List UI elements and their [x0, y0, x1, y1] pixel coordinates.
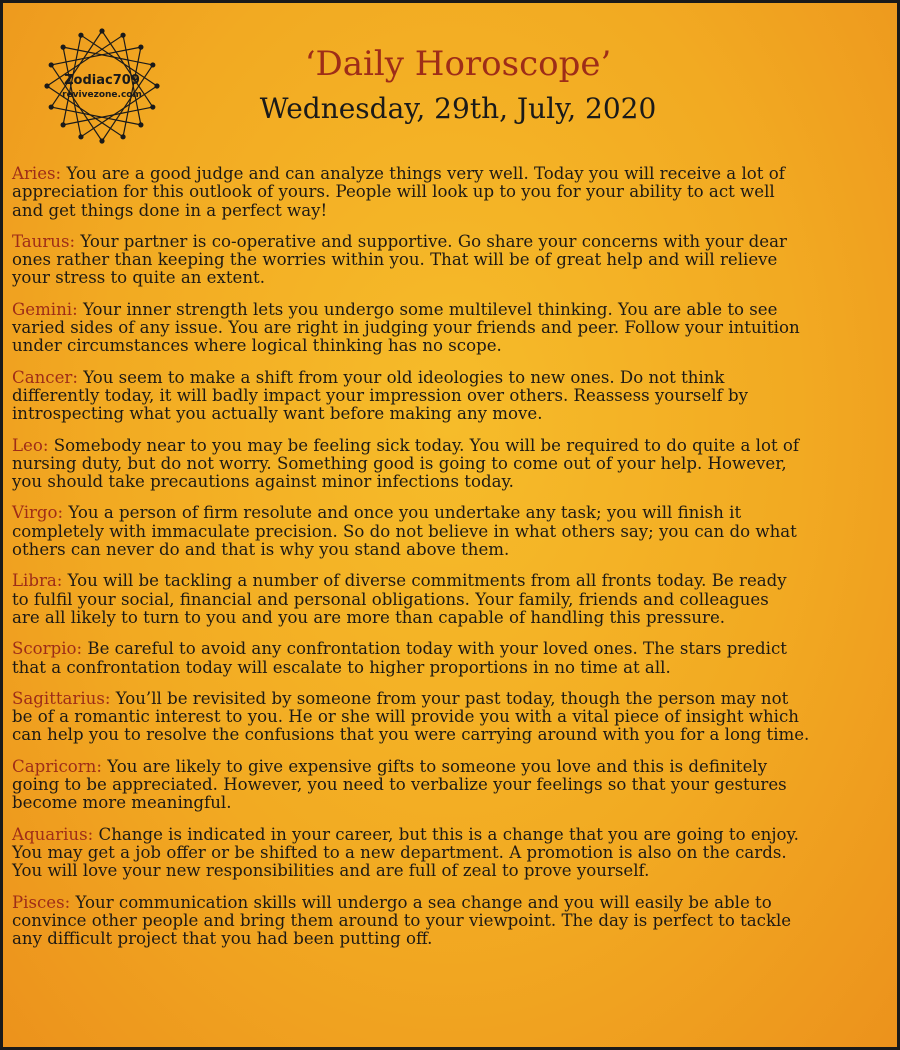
horoscope-line: [12, 912, 888, 930]
sign-name: Capricorn:: [12, 756, 102, 776]
horoscope-text: Your partner is co-operative and supportive. Go share your concerns with your dear: [80, 231, 787, 251]
horoscope-line: [12, 794, 888, 812]
horoscope-text: ones rather than keeping the worries within you. That will be of great help and will relieve: [12, 250, 778, 270]
horoscope-line: [12, 233, 888, 251]
horoscope-text: under circumstances where logical thinking has no scope.: [12, 336, 502, 356]
horoscope-text: can help you to resolve the confusions that you were carrying around with you for a long time.: [12, 725, 810, 745]
horoscope-line: [12, 437, 888, 455]
horoscope-line: [12, 726, 888, 744]
sign-name: Cancer:: [12, 367, 78, 387]
horoscope-text: You are a good judge and can analyze things very well. Today you will receive a lot of: [66, 164, 785, 183]
horoscope-line: [12, 387, 888, 405]
horoscope-text: appreciation for this outlook of yours. People will look up to you for your ability to act well: [12, 182, 775, 202]
horoscope-line: [12, 844, 888, 862]
horoscope-text: Be careful to avoid any confrontation today with your loved ones. The stars predict: [87, 639, 787, 659]
horoscope-entry: [12, 640, 888, 677]
horoscope-line: [12, 826, 888, 844]
horoscope-text: and get things done in a perfect way!: [12, 200, 328, 220]
horoscope-text: You’ll be revisited by someone from your past today, though the person may not: [115, 688, 789, 708]
horoscope-entry: [12, 369, 888, 424]
horoscope-text: you should take precautions against minor infections today.: [12, 472, 514, 492]
horoscope-text: Change is indicated in your career, but this is a change that you are going to enjoy.: [98, 824, 799, 844]
horoscope-text: Your inner strength lets you undergo some multilevel thinking. You are able to see: [82, 299, 778, 319]
logo-site: revivezone.com: [62, 90, 142, 100]
horoscope-line: [12, 337, 888, 355]
horoscope-entry: [12, 233, 888, 288]
horoscope-entry: [12, 894, 888, 949]
horoscope-text: are all likely to turn to you and you are more than capable of handling this pressure.: [12, 607, 726, 627]
horoscope-text: You seem to make a shift from your old ideologies to new ones. Do not think: [83, 367, 725, 387]
page-date: Wednesday, 29th, July, 2020: [259, 92, 657, 125]
horoscope-line: [12, 183, 888, 201]
horoscope-text: be of a romantic interest to you. He or she will provide you with a vital piece of insight which: [12, 707, 799, 727]
sign-name: Libra:: [12, 571, 63, 591]
horoscope-line: [12, 591, 888, 609]
horoscope-entry: [12, 504, 888, 559]
horoscope-entry: [12, 690, 888, 745]
horoscope-line: [12, 455, 888, 473]
horoscope-entry: [12, 572, 888, 627]
horoscope-entry: [12, 826, 888, 881]
horoscope-line: [12, 269, 888, 287]
horoscope-line: [12, 165, 888, 183]
sign-name: Aquarius:: [12, 824, 94, 844]
horoscope-line: [12, 405, 888, 423]
horoscope-text: Your communication skills will undergo a sea change and you will easily be able to: [75, 892, 772, 912]
horoscope-text: nursing duty, but do not worry. Something good is going to come out of your help. However,: [12, 453, 787, 473]
horoscope-line: [12, 758, 888, 776]
horoscope-text: introspecting what you actually want before making any move.: [12, 404, 543, 424]
horoscope-line: [12, 776, 888, 794]
horoscope-text: You will love your new responsibilities and are full of zeal to prove yourself.: [12, 861, 650, 881]
sign-name: Aries:: [12, 164, 62, 183]
horoscope-entry: [12, 758, 888, 813]
zodiac-logo: [41, 25, 163, 147]
horoscope-line: [12, 523, 888, 541]
horoscope-line: [12, 930, 888, 948]
horoscope-text: You will be tackling a number of diverse commitments from all fronts today. Be ready: [67, 571, 787, 591]
horoscope-entry: [12, 437, 888, 492]
horoscope-text: to fulfil your social, financial and personal obligations. Your family, friends and colleagues: [12, 589, 769, 609]
horoscope-line: [12, 894, 888, 912]
horoscope-line: [12, 319, 888, 337]
horoscope-line: [12, 572, 888, 590]
horoscope-text: Somebody near to you may be feeling sick today. You will be required to do quite a lot of: [53, 435, 800, 455]
horoscope-text: your stress to quite an extent.: [12, 268, 265, 288]
horoscope-text: become more meaningful.: [12, 793, 232, 813]
horoscope-line: [12, 369, 888, 387]
horoscope-line: [12, 640, 888, 658]
horoscope-line: [12, 708, 888, 726]
sign-name: Gemini:: [12, 299, 78, 319]
sign-name: Leo:: [12, 435, 49, 455]
horoscope-text: You may get a job offer or be shifted to a new department. A promotion is also on the cards.: [12, 842, 787, 862]
horoscope-line: [12, 202, 888, 220]
horoscope-entry: [12, 301, 888, 356]
logo-name: Zodiac709: [64, 73, 140, 88]
horoscope-line: [12, 301, 888, 319]
horoscope-text: going to be appreciated. However, you need to verbalize your feelings so that your gestures: [12, 775, 787, 795]
horoscope-text: You are likely to give expensive gifts to someone you love and this is definitely: [107, 756, 768, 776]
horoscope-list: [12, 165, 888, 961]
horoscope-text: convince other people and bring them around to your viewpoint. The day is perfect to tackle: [12, 910, 792, 930]
page-title: ‘Daily Horoscope’: [304, 44, 612, 84]
horoscope-text: You a person of firm resolute and once you undertake any task; you will finish it: [68, 503, 742, 523]
horoscope-text: that a confrontation today will escalate to higher proportions in no time at all.: [12, 657, 671, 677]
horoscope-text: any difficult project that you had been putting off.: [12, 929, 433, 949]
horoscope-line: [12, 659, 888, 677]
horoscope-line: [12, 504, 888, 522]
horoscope-text: differently today, it will badly impact your impression over others. Reassess yourself by: [12, 385, 748, 405]
horoscope-text: others can never do and that is why you stand above them.: [12, 540, 510, 560]
horoscope-text: completely with immaculate precision. So do not believe in what others say; you can do what: [12, 521, 797, 541]
sign-name: Taurus:: [12, 231, 76, 251]
sign-name: Scorpio:: [12, 639, 83, 659]
horoscope-line: [12, 609, 888, 627]
sign-name: Sagittarius:: [12, 688, 111, 708]
horoscope-entry: [12, 165, 888, 220]
horoscope-line: [12, 473, 888, 491]
horoscope-line: [12, 541, 888, 559]
sign-name: Virgo:: [12, 503, 64, 523]
horoscope-line: [12, 251, 888, 269]
horoscope-line: [12, 690, 888, 708]
sign-name: Pisces:: [12, 892, 71, 912]
horoscope-text: varied sides of any issue. You are right in judging your friends and peer. Follow your intuition: [12, 318, 800, 338]
horoscope-line: [12, 862, 888, 880]
